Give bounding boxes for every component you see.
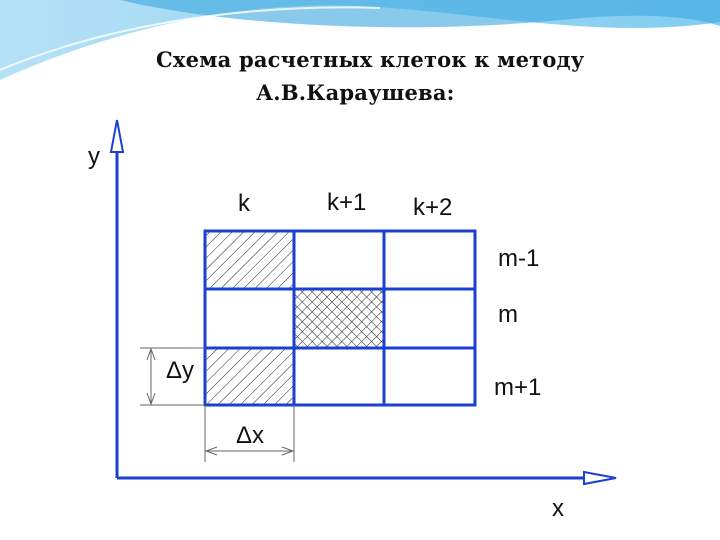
cell-k-m-1-hatched — [205, 231, 294, 289]
cell-k-m+1-hatched — [205, 348, 294, 405]
slide-title-line-2: А.В.Караушева: — [256, 80, 455, 105]
column-label-k+1: k+1 — [327, 189, 367, 216]
slide-title-line-1: Схема расчетных клеток к методу — [156, 47, 585, 72]
cell-k+1-m-crosshatched — [294, 289, 384, 348]
column-label-k+2: k+2 — [413, 194, 453, 221]
column-label-k: k — [238, 190, 250, 217]
delta-x-label: Δx — [236, 422, 265, 449]
row-label-m: m — [498, 301, 518, 328]
y-axis-arrow-icon — [111, 120, 123, 152]
x-axis-label: x — [552, 495, 564, 522]
x-axis-arrow-icon — [584, 472, 616, 484]
delta-y-label: Δy — [166, 357, 195, 384]
y-axis-label: y — [88, 143, 100, 170]
row-label-m-1: m-1 — [498, 245, 540, 272]
row-label-m+1: m+1 — [494, 374, 542, 401]
